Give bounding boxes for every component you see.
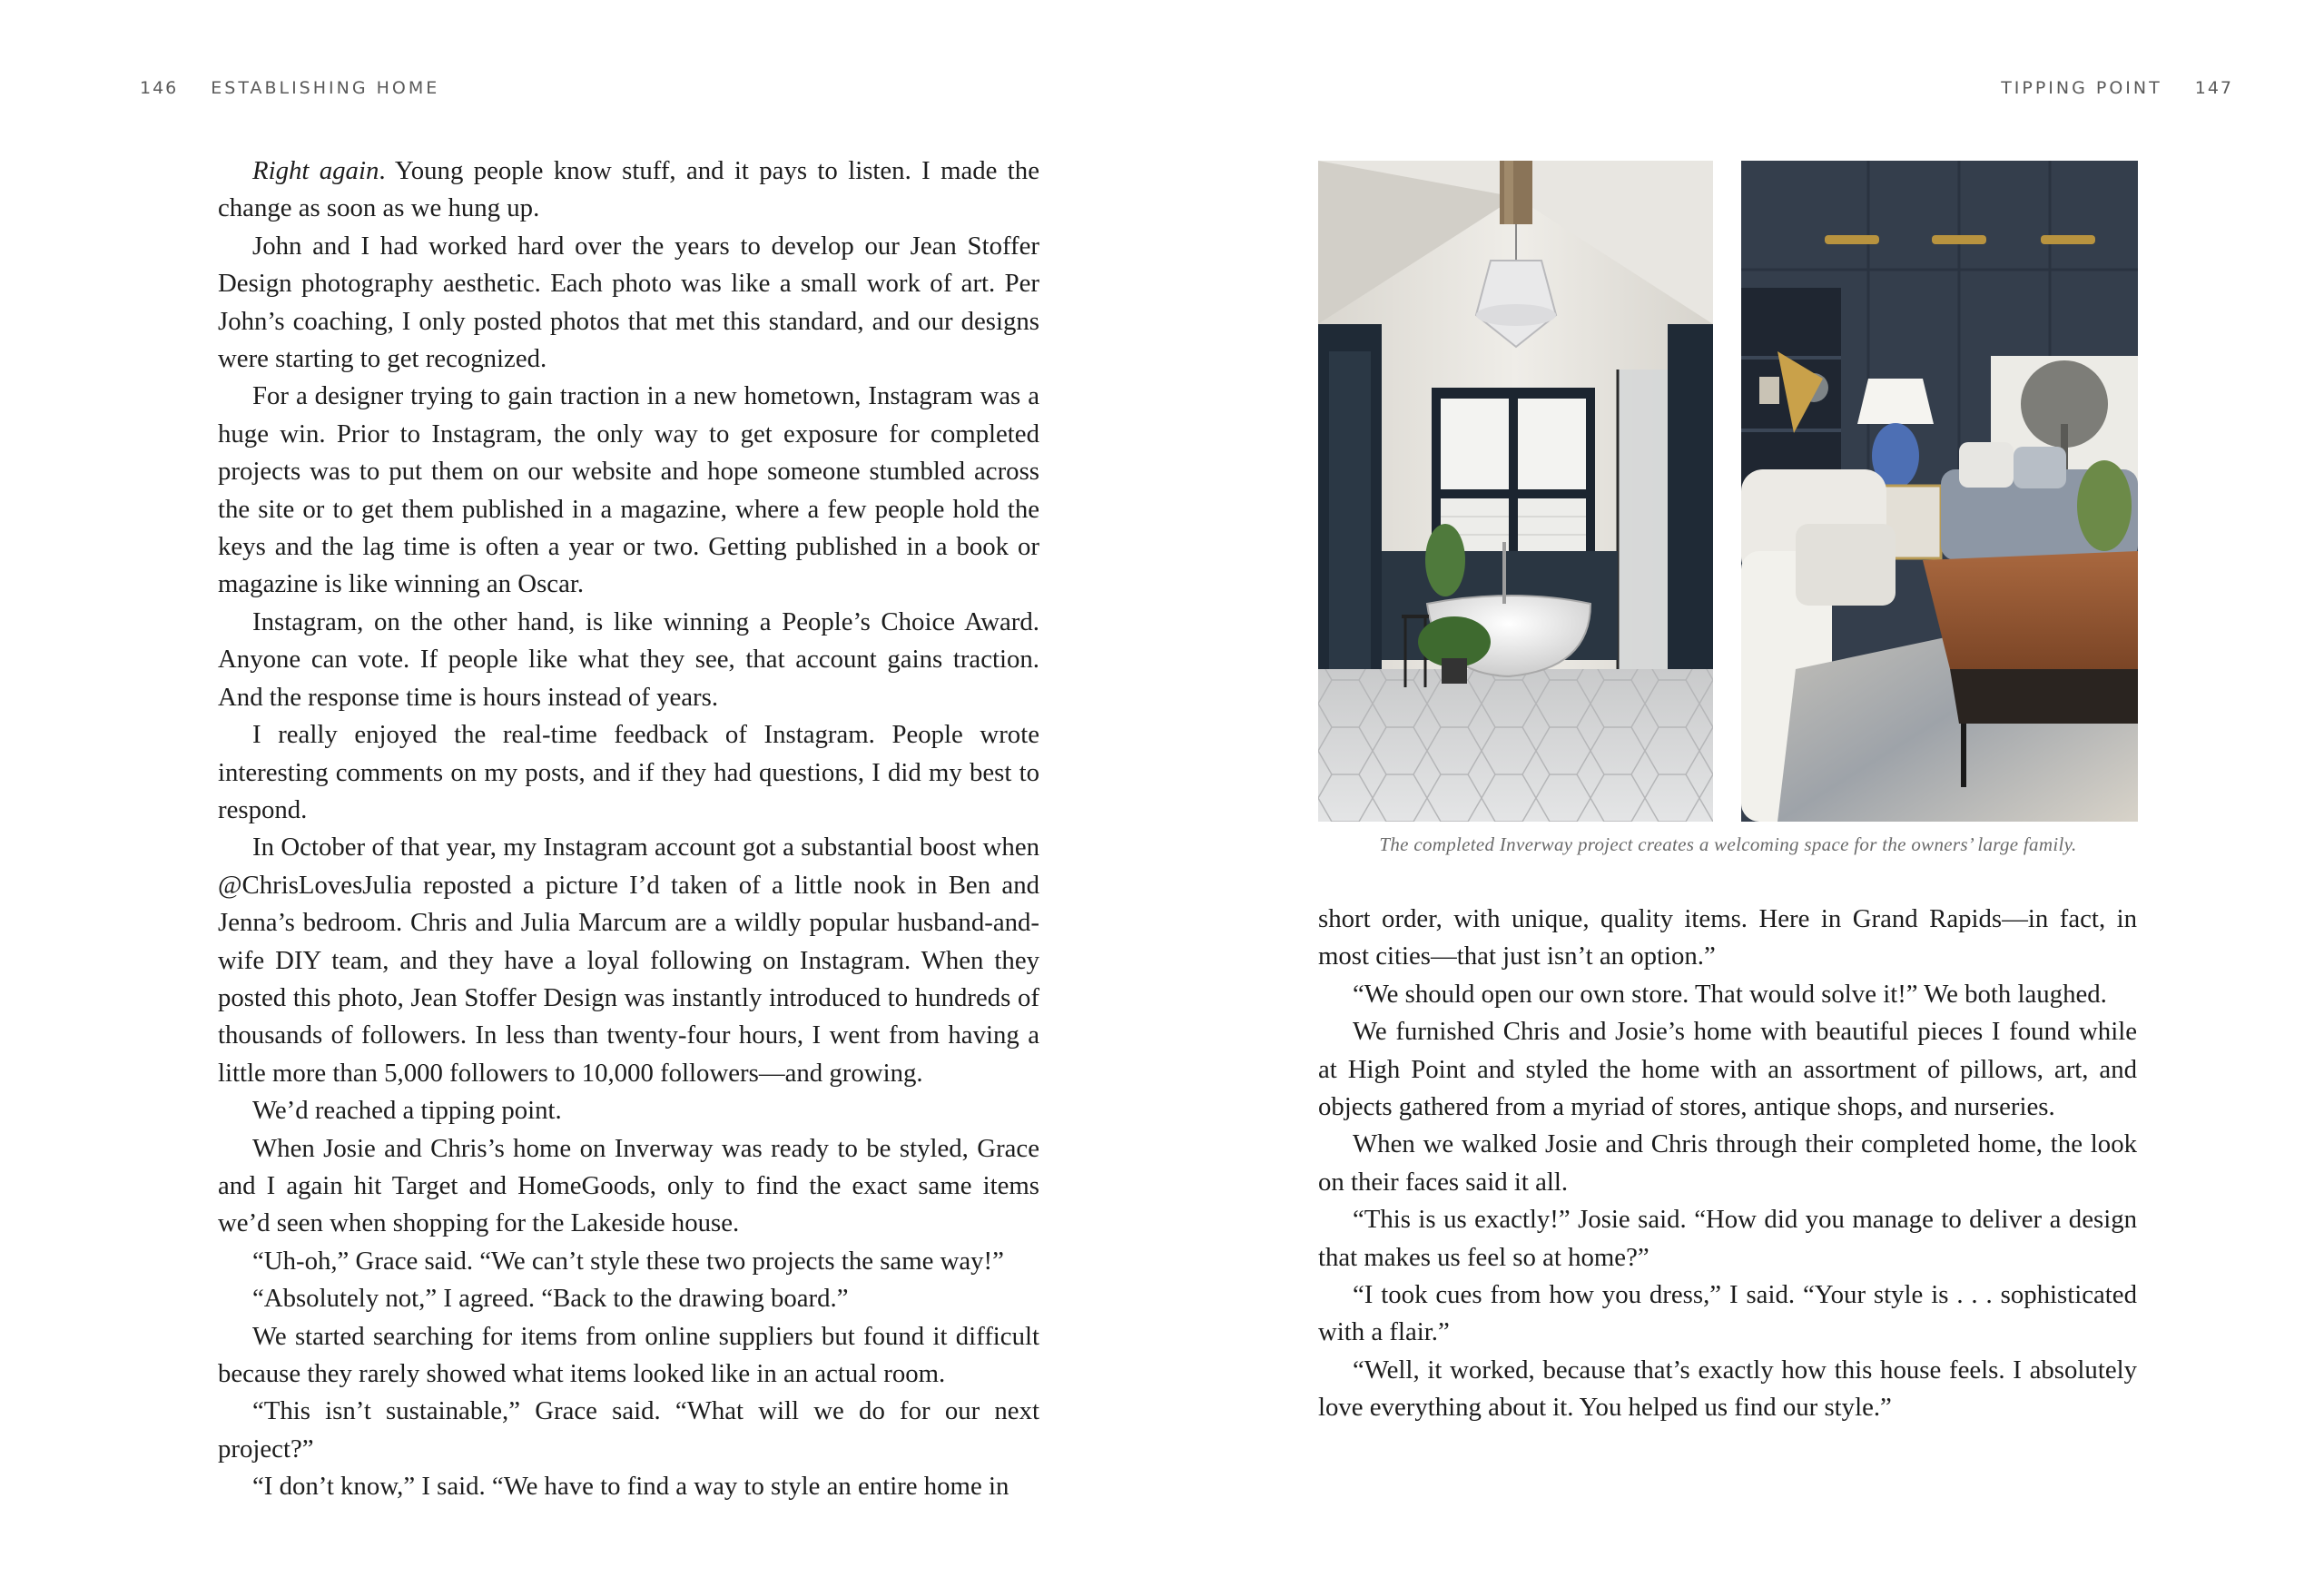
italic-lead: Right again (252, 156, 379, 185)
body-paragraph: Instagram, on the other hand, is like winning a People’s Choice Award. Anyone can vote. If people like what they see, that account gains traction. And the response time is hours instead of years. (218, 606, 1039, 712)
right-running-head-title: TIPPING POINT (2001, 78, 2162, 98)
body-paragraph: I really enjoyed the real-time feedback of Instagram. People wrote interesting comments on my posts, and if they had questions, I did my best to respond. (218, 720, 1039, 824)
right-body-text (1318, 901, 2137, 1427)
photo-caption: The completed Inverway project creates a welcoming space for the owners’ large family. (1379, 833, 2077, 855)
left-running-head (140, 78, 439, 98)
left-page-number: 146 (140, 78, 179, 98)
body-paragraph: We started searching for items from online suppliers but found it difficult because they rarely showed what items looked like in an actual room. (218, 1321, 1039, 1388)
body-paragraph: For a designer trying to gain traction in a new hometown, Instagram was a huge win. Prior to Instagram, the only way to get exposure for completed projects was to put them on our website and hope someone stumbled across the site or to get them published in a magazine, where a few people hold the keys and the lag time is often a year or two. Getting published in a book or magazine is like winning an Oscar. (218, 381, 1039, 599)
body-paragraph: “Uh-oh,” Grace said. “We can’t style these two projects the same way!” (252, 1246, 1004, 1276)
right-running-head (2001, 78, 2233, 98)
left-running-head-title: ESTABLISHING HOME (211, 78, 440, 98)
body-paragraph: We furnished Chris and Josie’s home with beautiful pieces I found while at High Point and styled the home with an assortment of pillows, art, and objects gathered from a myriad of stores, antique shops, and nurseries. (1318, 1017, 2137, 1122)
body-paragraph: “Absolutely not,” I agreed. “Back to the drawing board.” (252, 1284, 849, 1314)
body-paragraph: When Josie and Chris’s home on Inverway was ready to be styled, Grace and I again hit Target and HomeGoods, only to find the exact same items we’d seen when shopping for the Lakeside house. (218, 1133, 1039, 1238)
body-paragraph: When we walked Josie and Chris through their completed home, the look on their faces said it all. (1318, 1129, 2137, 1197)
body-paragraph: Right again. Young people know stuff, and it pays to listen. I made the change as soon as we hung up. (218, 156, 1039, 223)
right-page-number: 147 (2194, 78, 2233, 98)
body-paragraph: “Well, it worked, because that’s exactly how this house feels. I absolutely love everything about it. You helped us find our style.” (1318, 1355, 2137, 1423)
body-paragraph: We’d reached a tipping point. (252, 1096, 562, 1126)
body-paragraph: “This is us exactly!” Josie said. “How did you manage to deliver a design that makes us feel so at home?” (1318, 1205, 2137, 1272)
body-paragraph: John and I had worked hard over the years to develop our Jean Stoffer Design photography aesthetic. Each photo was like a small work of art. Per John’s coaching, I only posted photos that met this standard, and our designs were starting to get recognized. (218, 231, 1039, 374)
body-paragraph: In October of that year, my Instagram account got a substantial boost when @ChrisLovesJulia reposted a picture I’d taken of a little nook in Ben and Jenna’s bedroom. Chris and Julia Marcum are a wildly popular husband-and-wife DIY team, and they have a loyal following on Instagram. When they posted this photo, Jean Stoffer Design was instantly introduced to hundreds of thousands of followers. In less than twenty-four hours, I went from having a little more than 5,000 followers to 10,000 followers—and growing. (218, 833, 1039, 1088)
body-paragraph: “I don’t know,” I said. “We have to find a way to style an entire home in (252, 1472, 1009, 1502)
bathroom-photo (1318, 161, 1713, 822)
body-paragraph: “We should open our own store. That would solve it!” We both laughed. (1353, 979, 2107, 1009)
left-body-text (218, 153, 1039, 1506)
body-paragraph: “I took cues from how you dress,” I said. “Your style is . . . sophisticated with a flair.” (1318, 1280, 2137, 1347)
living-room-photo (1741, 161, 2138, 822)
body-paragraph: “This isn’t sustainable,” Grace said. “What will we do for our next project?” (218, 1396, 1039, 1464)
body-paragraph: short order, with unique, quality items. Here in Grand Rapids—in fact, in most cities—that just isn’t an option.” (1318, 904, 2137, 971)
